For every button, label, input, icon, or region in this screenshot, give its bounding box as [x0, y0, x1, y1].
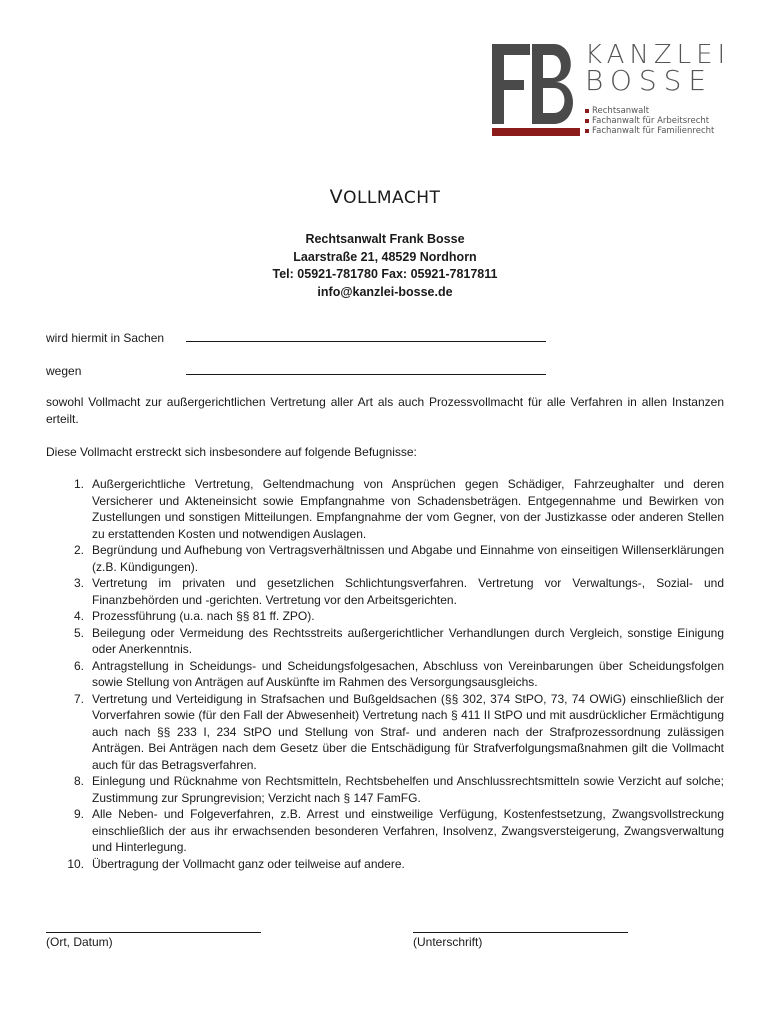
address-line: Laarstraße 21, 48529 Nordhorn: [293, 249, 477, 264]
intro-paragraph: sowohl Vollmacht zur außergerichtlichen Vertretung aller Art als auch Prozessvollmacht für alle Verfahren in allen Instanzen erteilt.: [46, 395, 724, 426]
signature-field: [413, 918, 628, 951]
item-text: Einlegung und Rücknahme von Rechtsmitteln, Rechtsbehelfen und Anschlussrechtsmitteln sowie Verzicht auf solche; Zustimmung zur Sprungrevision; Verzicht nach § 147 FamFG.: [92, 774, 724, 805]
item-text: Vertretung im privaten und gesetzlichen Schlichtungsverfahren. Vertretung vor Verwaltungs-, Sozial- und Finanzbehörden und -gerichten. Vertretung vor den Arbeitsgerichten.: [92, 576, 724, 607]
item-number: 3.: [73, 576, 84, 590]
list-item: [46, 806, 724, 856]
title-initial: V: [329, 186, 344, 208]
lead-paragraph: Diese Vollmacht erstreckt sich insbesondere auf folgende Befugnisse:: [46, 445, 417, 459]
list-item: [46, 608, 724, 625]
firm-name-line2: BOSSE: [585, 64, 714, 97]
signature-blank[interactable]: [413, 918, 628, 933]
list-item: [46, 625, 724, 658]
list-item: [46, 542, 724, 575]
logo-tags: [585, 106, 714, 136]
wegen-field: [46, 362, 546, 380]
place-date-signature: [46, 918, 261, 951]
list-item: [46, 575, 724, 608]
list-item: [46, 658, 724, 691]
item-text: Beilegung oder Vermeidung des Rechtsstreits außergerichtlicher Verhandlungen durch Vergleich, sonstige Einigung oder Anerkenntnis.: [92, 625, 724, 656]
item-text: Antragstellung in Scheidungs- und Scheidungsfolgesachen, Abschluss von Vereinbarungen über Scheidungsfolgen sowie Stellung von Anträgen auf Auskünfte im Rahmen des Versorgungsausgleichs.: [92, 658, 724, 689]
logo-tag: Fachanwalt für Familienrecht: [585, 126, 714, 136]
sachen-field: [46, 329, 546, 347]
item-text: Übertragung der Vollmacht ganz oder teilweise auf andere.: [92, 856, 405, 871]
list-item: [46, 773, 724, 806]
address-line: Tel: 05921-781780 Fax: 05921-7817811: [272, 267, 498, 281]
item-number: 1.: [73, 477, 84, 491]
list-item: [46, 691, 724, 774]
wegen-label: wegen: [46, 364, 82, 378]
title-rest: OLLMACHT: [343, 188, 441, 208]
item-text: Alle Neben- und Folgeverfahren, z.B. Arrest und einstweilige Verfügung, Kostenfestsetzung, Zwangsvollstreckung einschließlich der aus ihr erwachsenden besonderen Verfahren, Insolvenz, Zwangsversteigerung, Zwangsverwaltung und Hinterlegung.: [92, 807, 724, 854]
document-title: [0, 186, 770, 208]
item-number: 9.: [73, 807, 84, 821]
fb-monogram-icon: [492, 40, 582, 138]
signature-label: (Unterschrift): [413, 935, 483, 949]
logo-tag: Fachanwalt für Arbeitsrecht: [585, 116, 714, 126]
item-number: 6.: [73, 658, 84, 673]
place-date-label: (Ort, Datum): [46, 935, 113, 949]
item-number: 10.: [67, 856, 84, 871]
firm-logo: [492, 40, 742, 140]
item-number: 5.: [73, 625, 84, 640]
item-text: Außergerichtliche Vertretung, Geltendmachung von Ansprüchen gegen Schädiger, Fahrzeughalter und deren Versicherer und Akteneinsicht sowie Empfangnahme von Schadensbeträgen. Entgegennahme und Bewirken von Zustellungen und sonstigen Mitteilungen. Empfangnahme der vom Gegner, von der Justizkasse oder anderen Stellen zu erstattenden Kosten und notwendigen Auslagen.: [92, 477, 724, 541]
address-line: info@kanzlei-bosse.de: [317, 284, 453, 299]
sachen-label: wird hiermit in Sachen: [46, 331, 165, 345]
sachen-blank[interactable]: [186, 329, 546, 342]
place-date-blank[interactable]: [46, 918, 261, 933]
list-item: [46, 856, 724, 873]
list-item: [46, 476, 724, 542]
wegen-blank[interactable]: [186, 362, 546, 375]
lawyer-address: [0, 231, 770, 301]
item-number: 4.: [73, 609, 84, 623]
item-number: 8.: [73, 774, 84, 788]
powers-list: [46, 476, 724, 872]
item-number: 2.: [73, 543, 84, 557]
item-text: Vertretung und Verteidigung in Strafsachen und Bußgeldsachen (§§ 302, 374 StPO, 73, 74 OWiG) einschließlich der Vorverfahren sowie (für den Fall der Abwesenheit) Vertretung nach § 411 II StPO und mit ausdrücklicher Ermächtigung auch nach §§ 233 I, 234 StPO und Stellung von Straf- und anderen nach der Strafprozessordnung zulässigen Anträgen. Bei Anträgen nach dem Gesetz über die Entschädigung für Strafverfolgungsmaßnahmen gilt die Vollmacht auch für das Betragsverfahren.: [92, 691, 724, 772]
address-line: Rechtsanwalt Frank Bosse: [305, 232, 465, 246]
item-text: Begründung und Aufhebung von Vertragsverhältnissen und Abgabe und Einnahme von einseitigen Willenserklärungen (z.B. Kündigungen).: [92, 543, 724, 574]
firm-name-line1: KANZLEI: [585, 40, 731, 70]
item-text: Prozessführung (u.a. nach §§ 81 ff. ZPO).: [92, 609, 315, 623]
item-number: 7.: [73, 691, 84, 706]
logo-tag: Rechtsanwalt: [585, 106, 714, 116]
